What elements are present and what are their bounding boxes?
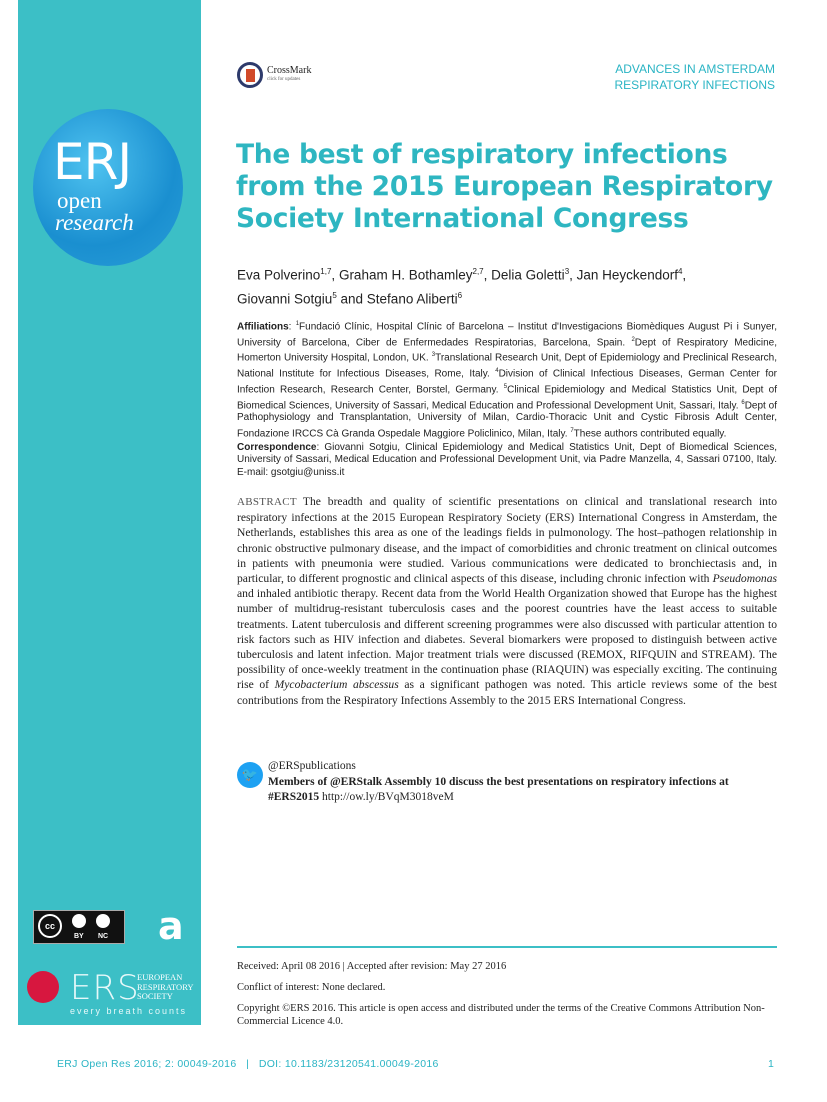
cc-nc-label: NC (98, 933, 109, 940)
author-separator: , (682, 267, 687, 283)
ers-name-line: RESPIRATORY (137, 981, 194, 992)
affiliation-number: 7 (570, 427, 574, 434)
tweet-text (268, 775, 778, 804)
author-affiliation-sup: 6 (457, 290, 463, 300)
footer-divider (237, 946, 777, 948)
ers-tagline: every breath counts (70, 1006, 188, 1016)
author-separator: , (569, 267, 577, 283)
cc-icon: cc (38, 914, 62, 938)
ers-lungs-icon (27, 971, 59, 1003)
ers-logo-text: ERS (70, 968, 140, 1008)
author-name: Giovanni Sotgiu (237, 291, 333, 306)
affiliation-text: Fundació Clínic, Hospital Clínic of Barcelona – Institut d'Investigacions Biomèdiques August Pi i Sunyer, University of Barcelona, Ciber de Enfermedades Respiratorias, Barcelona, Spain. (237, 321, 777, 349)
author-affiliation-sup: 2,7 (472, 267, 484, 276)
affiliation-number: 2 (631, 336, 635, 343)
abstract-text (237, 495, 777, 707)
logo-erj-text: ERJ (53, 133, 132, 191)
affiliation-number: 3 (431, 352, 436, 359)
page-number: 1 (768, 1058, 774, 1070)
affiliation-number: 1 (295, 321, 300, 327)
affiliation-text: Translational Research Unit, Dept of Epidemiology and Preclinical Research, National Institute for Infectious Diseases, Rome, Italy. (237, 352, 778, 380)
author-separator: , (483, 267, 492, 283)
abstract (237, 494, 777, 708)
ers-full-name (137, 973, 194, 1002)
correspondence (237, 442, 777, 479)
affiliation-text: Dept of Respiratory Medicine, Homerton University Hospital, London, UK. (237, 337, 777, 364)
affiliation-number: 6 (741, 399, 745, 406)
article-title: The best of respiratory infections from the 2015 European Respiratory Society International Congress (236, 139, 773, 234)
author-name: Delia Goletti (491, 267, 565, 283)
abstract-italic-term: Mycobacterium abscessus (274, 678, 399, 692)
cc-by-label: BY (74, 933, 84, 940)
ers-name-line: SOCIETY (137, 991, 173, 1001)
affiliation-text: Division of Clinical Infectious Diseases, German Center for Infection Research, Research Center, Borstel, Germany. (237, 368, 777, 396)
tweet-link[interactable]: http://ow.ly/BVqM3018veM (322, 790, 454, 803)
affiliation-number: 4 (495, 368, 499, 375)
twitter-handle[interactable]: @ERSpublications (268, 760, 356, 772)
crossmark-subtext: click for updates (267, 77, 301, 82)
author-affiliation-sup: 4 (677, 267, 683, 276)
open-access-icon: a (158, 904, 184, 948)
abstract-segment: as a significant pathogen was noted. This article reviews some of the best contributions from the Respiratory Infections Assembly to the 2015 ERS International Congress. (237, 678, 777, 707)
crossmark-label (267, 66, 311, 84)
person-icon (72, 914, 86, 928)
received-dates: Received: April 08 2016 | Accepted after revision: May 27 2016 (237, 961, 507, 972)
page-footer (57, 1058, 439, 1070)
crossmark-button[interactable] (237, 62, 311, 88)
cc-by-nc-badge[interactable] (33, 910, 125, 944)
affiliation-text: Dept of Pathophysiology and Transplantation, University of Milan, Cardio-Thoracic Unit and Cystic Fibrosis Adult Center, Fondazione IRCCS Cà Granda Ospedale Maggiore Policlinico, Milan, Italy. (237, 400, 778, 440)
footer-separator: | (246, 1058, 250, 1070)
author-affiliation-sup: 1,7 (320, 267, 332, 276)
affiliation-text: Clinical Epidemiology and Medical Statistics Unit, Dept of Biomedical Sciences, University of Sassari, Medical Education and Professional Development Unit, Sassari, Italy. (237, 384, 778, 411)
author-name: Graham H. Bothamley (338, 267, 473, 283)
ers-name-line: EUROPEAN (137, 972, 183, 982)
abstract-segment: The breadth and quality of scientific presentations on clinical and translational research into respiratory infections at the 2015 European Respiratory Society (ERS) International Congress in Amsterdam, the Netherlands, establishes this area as one of the leadings fields in pulmonology. The host–pathogen relationship in chronic obstructive pulmonary disease, and the impact of comorbidities and chronic treatment on clinical outcomes in patients with pneumonia were studied. Various communications were dedicated to bronchiectasis and, in particular, to different prognostic and clinical aspects of this disease, including chronic infection with (237, 495, 777, 586)
author-separator: and (336, 291, 367, 306)
erj-open-research-logo (33, 109, 183, 266)
citation: ERJ Open Res 2016; 2: 00049-2016 (57, 1058, 237, 1070)
crossmark-text: CrossMark (267, 65, 312, 76)
doi-link[interactable]: DOI: 10.1183/23120541.00049-2016 (258, 1058, 439, 1070)
correspondence-label: Correspondence (237, 442, 317, 453)
no-dollar-icon (96, 914, 110, 928)
author-name: Jan Heyckendorf (576, 267, 678, 283)
author-name: Eva Polverino (237, 267, 321, 283)
affiliation-number: 5 (503, 383, 508, 390)
section-line: RESPIRATORY INFECTIONS (614, 78, 775, 92)
author-affiliation-sup: 5 (332, 290, 337, 300)
author-affiliation-sup: 3 (564, 267, 570, 276)
logo-research-text: research (55, 210, 134, 235)
affiliations: Affiliations: $^1$Fundació Clínic, Hospital Clínic of Barcelona – Institut d'Investigacions Biomèdiques August Pi i Sunyer, University of Barcelona, Ciber de Enfermedades Respiratorias, Barcelona, Spain. $^2$Dept of Respiratory Medicine, Homerton University Hospital, London, UK. $^3$Translational Research Unit, Dept of Epidemiology and Preclinical Research, National Institute for Infectious Diseases, Rome, Italy. $^4$Division of Clinical Infectious Diseases, German Center for Infection Research, Research Center, Borstel, Germany. $^5$Clinical Epidemiology and Medical Statistics Unit, Dept of Biomedical Sciences, University of Sassari, Medical Education and Professional Development Unit, Sassari, Italy. $^6$Dept of Pathophysiology and Transplantation, University of Milan, Cardio-Thoracic Unit and Cystic Fibrosis Adult Center, Fondazione IRCCS Cà Granda Ospedale Maggiore Policlinico, Milan, Italy. $^7$These authors contributed equally. (237, 321, 778, 440)
crossmark-icon (237, 62, 263, 88)
abstract-segment: and inhaled antibiotic therapy. Recent data from the World Health Organization showed that Europe has the highest number of multidrug-resistant tuberculosis cases and the poorest countries have the least access to suitable treatments. Latent tuberculosis and different screening programmes were also discussed with particular attention to risk factors such as HIV infection and diabetes. Several biomarkers were proposed to distinguish between active tuberculosis and latent infection. Major treatment trials were discussed (REMOX, RIFQUIN and STREAM). The possibility of once-weekly treatment in the continuation phase (RIAQUIN) was especially exciting. The continuing rise of (237, 587, 777, 692)
logo-open-text: open (57, 188, 102, 213)
abstract-label: ABSTRACT (237, 496, 297, 508)
author-name: Stefano Aliberti (366, 291, 458, 306)
author-separator: , (331, 267, 339, 283)
section-heading (615, 61, 775, 93)
affiliations-label: Affiliations (237, 321, 289, 333)
affiliation-text: These authors contributed equally. (573, 428, 727, 440)
correspondence-text: : Giovanni Sotgiu, Clinical Epidemiology and Medical Statistics Unit, Dept of Biomedical Sciences, University of Sassari, Medical Education and Professional Development Unit, via Padre Manzella, 4, Sassari 07100, Italy. E-mail: gsotgiu@uniss.it (237, 442, 777, 478)
abstract-italic-term: Pseudomonas (712, 572, 777, 586)
tweet-message: Members of @ERStalk Assembly 10 discuss the best presentations on respiratory infections at #ERS2015 (268, 776, 729, 803)
twitter-bird-icon: 🐦 (237, 762, 263, 788)
section-line: ADVANCES IN AMSTERDAM (615, 62, 775, 76)
author-list (237, 262, 797, 309)
copyright-notice: Copyright ©ERS 2016. This article is open access and distributed under the terms of the Creative Commons Attribution Non-Commercial Licence 4.0. (237, 1003, 765, 1027)
conflict-of-interest: Conflict of interest: None declared. (237, 982, 386, 993)
journal-sidebar (18, 0, 201, 1025)
